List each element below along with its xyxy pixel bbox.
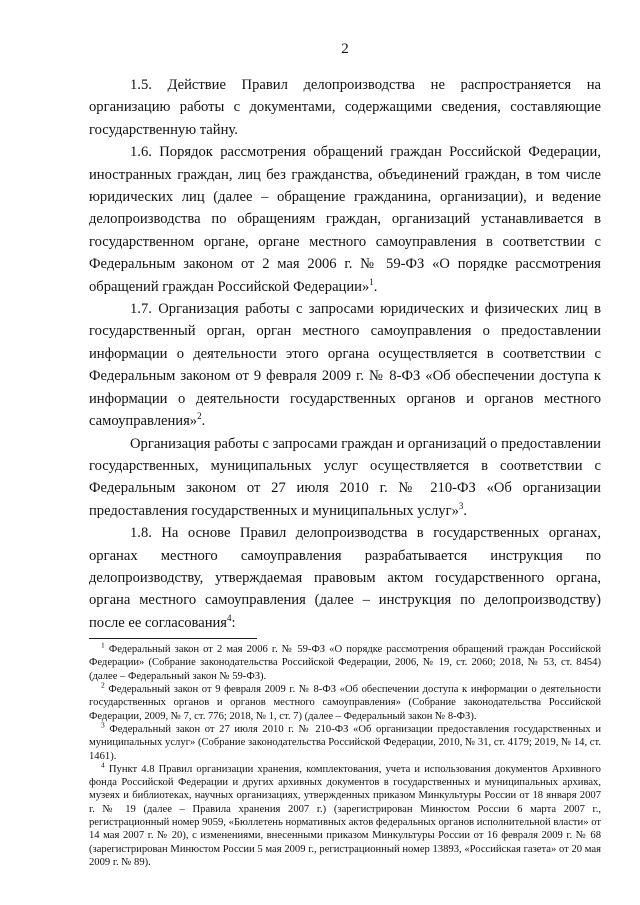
paragraph-services: Организация работы с запросами граждан и организаций о предоставлении государственных, муниципальных услуг осуществляется в соответствии с Федеральным законом от 27 июля 2010 г. № 210-ФЗ «Об организации предоставления государственных и муниципальных услуг»$^3$.: [89, 435, 601, 519]
footnotes: [89, 640, 602, 869]
paragraph-1-5: 1.5. Действие Правил делопроизводства не распространяется на организацию работы с документами, содержащими сведения, составляющие государственную тайну.: [89, 77, 601, 138]
footnote-1: $^1$ Федеральный закон от 2 мая 2006 г. № 59-ФЗ «О порядке рассмотрения обращений граждан Российской Федерации» (Собрание законодательства Российской Федерации, 2006, № 19, ст. 2060; 2018, № 53, ст. 8454) (далее – Федеральный закон № 59-ФЗ).: [89, 640, 601, 682]
footnote-4: $^4$ Пункт 4.8 Правил организации хранения, комплектования, учета и использования документов Архивного фонда Российской Федерации и других архивных документов в государственных и муниципальных архивах, музеях и библиотеках, научных организациях, утвержденных приказом Минкультуры России от 18 января 2007 г. № 19 (далее – Правила хранения 2007 г.) (зарегистрирован Минюстом России 6 марта 2007 г., регистрационный номер 9059, «Бюллетень нормативных актов федеральных органов исполнительной власти» от 14 мая 2007 г. № 20), с изменениями, внесенными приказом Минкультуры России от 16 февраля 2009 г. № 68 (зарегистрирован Минюстом России 5 мая 2009 г., регистрационный номер 13893, «Российская газета» от 20 мая 2009 г. № 89).: [89, 760, 601, 868]
footnote-3: $^3$ Федеральный закон от 27 июля 2010 г. № 210-ФЗ «Об организации предоставления государственных и муниципальных услуг» (Собрание законодательства Российской Федерации, 2010, № 31, ст. 4179; 2019, № 14, ст. 1461).: [89, 720, 601, 762]
footnote-ref-1[interactable]: 1: [369, 276, 374, 287]
paragraph-1-7: 1.7. Организация работы с запросами юридических и физических лиц в государственный орган, орган местного самоуправления о предоставлении информации о деятельности этого органа осуществляется в соответствии с Федеральным законом от 9 февраля 2009 г. № 8-ФЗ «Об обеспечении доступа к информации о деятельности государственных органов и органов местного самоуправления»$^2$.: [89, 301, 601, 430]
footnote-ref-4[interactable]: 4: [227, 612, 232, 623]
page-number: 2: [341, 41, 349, 57]
body-text: [89, 74, 601, 634]
footnote-ref-2[interactable]: 2: [197, 411, 202, 422]
paragraph-1-6: 1.6. Порядок рассмотрения обращений граждан Российской Федерации, иностранных граждан, лиц без гражданства, объединений граждан, в том числе юридических лиц (далее – обращение гражданина, организации), и ведение делопроизводства по обращениям граждан, организаций устанавливается в государственном органе, органе местного самоуправления в соответствии с Федеральным законом от 2 мая 2006 г. № 59-ФЗ «О порядке рассмотрения обращений граждан Российской Федерации»$^1$.: [89, 144, 601, 295]
footnote-separator: [89, 638, 257, 639]
footnote-2: $^2$ Федеральный закон от 9 февраля 2009 г. № 8-ФЗ «Об обеспечении доступа к информации о деятельности государственных органов и органов местного самоуправления» (Собрание законодательства Российской Федерации, 2009, № 7, ст. 776; 2018, № 1, ст. 7) (далее – Федеральный закон № 8-ФЗ).: [89, 680, 602, 722]
footnote-ref-3[interactable]: 3: [458, 500, 464, 511]
paragraph-1-8: 1.8. На основе Правил делопроизводства в государственных органах, органах местного самоуправления разрабатывается инструкция по делопроизводству, утверждаемая правовым актом государственного органа, органа местного самоуправления (далее – инструкция по делопроизводству) после ее согласования$^4$:: [89, 525, 601, 631]
